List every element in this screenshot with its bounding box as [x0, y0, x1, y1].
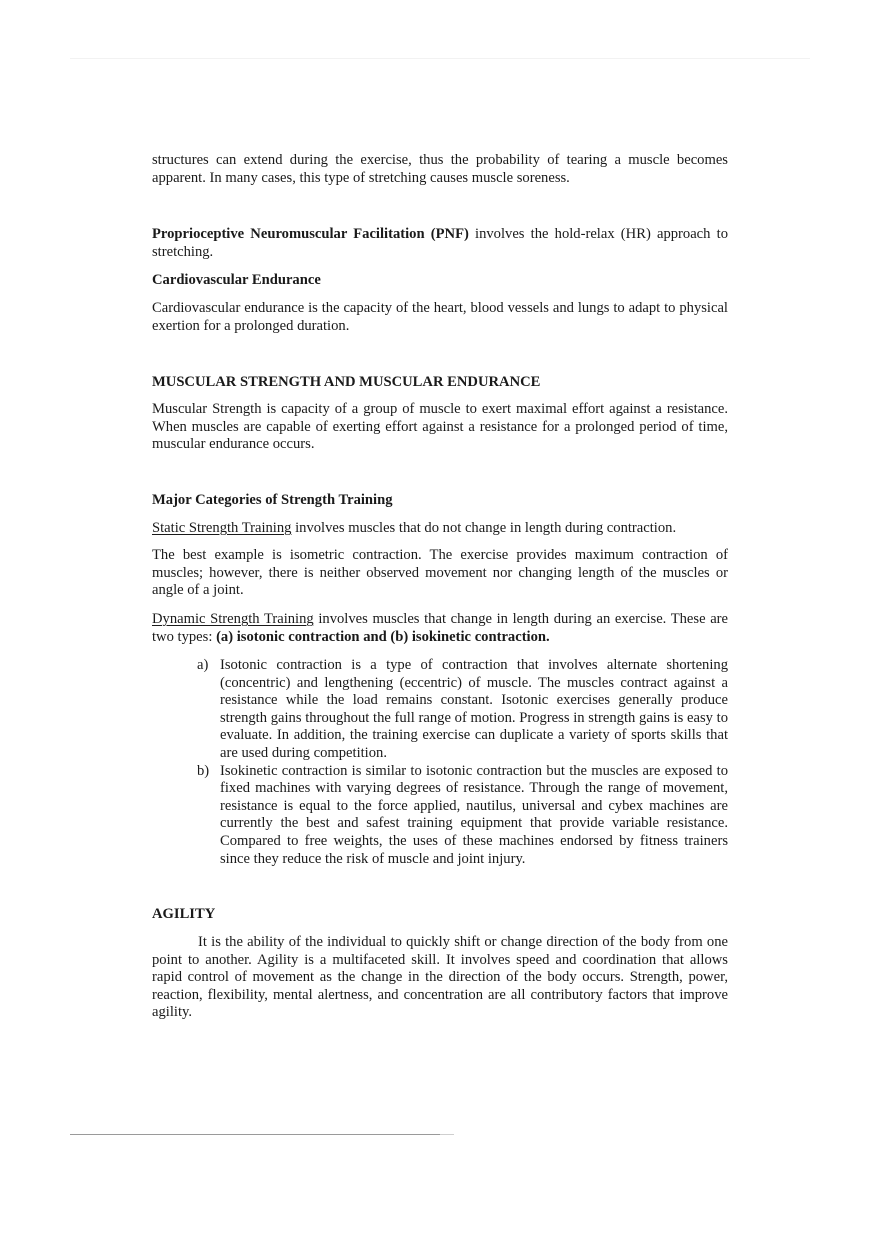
- cardio-heading: Cardiovascular Endurance: [152, 272, 321, 288]
- dynamic-paragraph: [152, 611, 728, 646]
- muscular-heading: MUSCULAR STRENGTH AND MUSCULAR ENDURANCE: [152, 374, 541, 390]
- dynamic-types: (a) isotonic contraction and (b) isokinetic contraction.: [216, 628, 550, 645]
- contraction-list: [152, 657, 728, 868]
- example-text: The best example is isometric contraction. The exercise provides maximum contraction of muscles; however, there is neither observed movement nor changing length of the muscles or angle of a joint.: [152, 547, 728, 599]
- dynamic-text: [152, 611, 728, 646]
- agility-paragraph: [152, 934, 728, 1022]
- pnf-term: Proprioceptive Neuromuscular Facilitation (PNF): [152, 226, 469, 242]
- list-item-text: Isokinetic contraction is similar to isotonic contraction but the muscles are exposed to fixed machines with varying degrees of resistance. Through the range of movement, resistance is equal to the force applied, nautilus, universal and cybex machines are currently the best and safest training equipment that provide variable resistance. Compared to free weights, the uses of these machines endorsed by fitness trainers since they reduce the risk of muscle and joint injury.: [220, 762, 728, 867]
- muscular-text: Muscular Strength is capacity of a group of muscle to exert maximal effort against a resistance. When muscles are capable of exerting effort against a resistance for a prolonged period of time, muscular endurance occurs.: [152, 401, 728, 453]
- static-description: involves muscles that do not change in length during contraction.: [291, 520, 677, 536]
- muscular-paragraph: [152, 401, 728, 454]
- categories-heading: Major Categories of Strength Training: [152, 492, 393, 508]
- list-item: [152, 657, 728, 763]
- agility-heading: AGILITY: [152, 906, 216, 922]
- static-paragraph: [152, 520, 728, 538]
- pnf-text: [152, 226, 728, 261]
- pnf-description: involves the hold-relax (HR) approach to stretching.: [152, 226, 728, 260]
- cardio-paragraph: [152, 300, 728, 335]
- list-marker: a): [197, 657, 209, 673]
- stretching-paragraph: [152, 152, 728, 187]
- footnote-rule-tail: [440, 1134, 454, 1135]
- stretching-text: structures can extend during the exercise, thus the probability of tearing a muscle becomes apparent. In many cases, this type of stretching causes muscle soreness.: [152, 152, 728, 186]
- agility-text: It is the ability of the individual to quickly shift or change direction of the body from one point to another. Agility is a multifaceted skill. It involves speed and coordination that allows rapid control of movement as the change in the direction of the body occurs. Strength, power, reaction, flexibility, mental alertness, and concentration are all contributory factors that improve agility.: [152, 934, 728, 1021]
- dynamic-term: Dynamic Strength Training: [152, 611, 314, 627]
- dynamic-description: involves muscles that change in length during an exercise. These are two types:: [152, 611, 729, 645]
- list-item-text: Isotonic contraction is a type of contraction that involves alternate shortening (concentric) and lengthening (eccentric) of muscle. The muscles contract against a resistance while the load remains constant. Isotonic exercises generally produce strength gains throughout the full range of motion. Progress in strength gains is easy to evaluate. In addition, the training exercise can duplicate a variety of sports skills that are used during competition.: [220, 657, 728, 761]
- footnote-rule: [70, 1134, 454, 1135]
- pnf-paragraph: [152, 226, 728, 261]
- static-term: Static Strength Training: [152, 520, 292, 536]
- header-rule: [70, 58, 810, 59]
- example-paragraph: [152, 547, 728, 600]
- list-item: [152, 763, 728, 869]
- static-text: [152, 520, 728, 538]
- cardio-text: Cardiovascular endurance is the capacity of the heart, blood vessels and lungs to adapt to physical exertion for a prolonged duration.: [152, 300, 728, 334]
- list-marker: b): [197, 762, 210, 779]
